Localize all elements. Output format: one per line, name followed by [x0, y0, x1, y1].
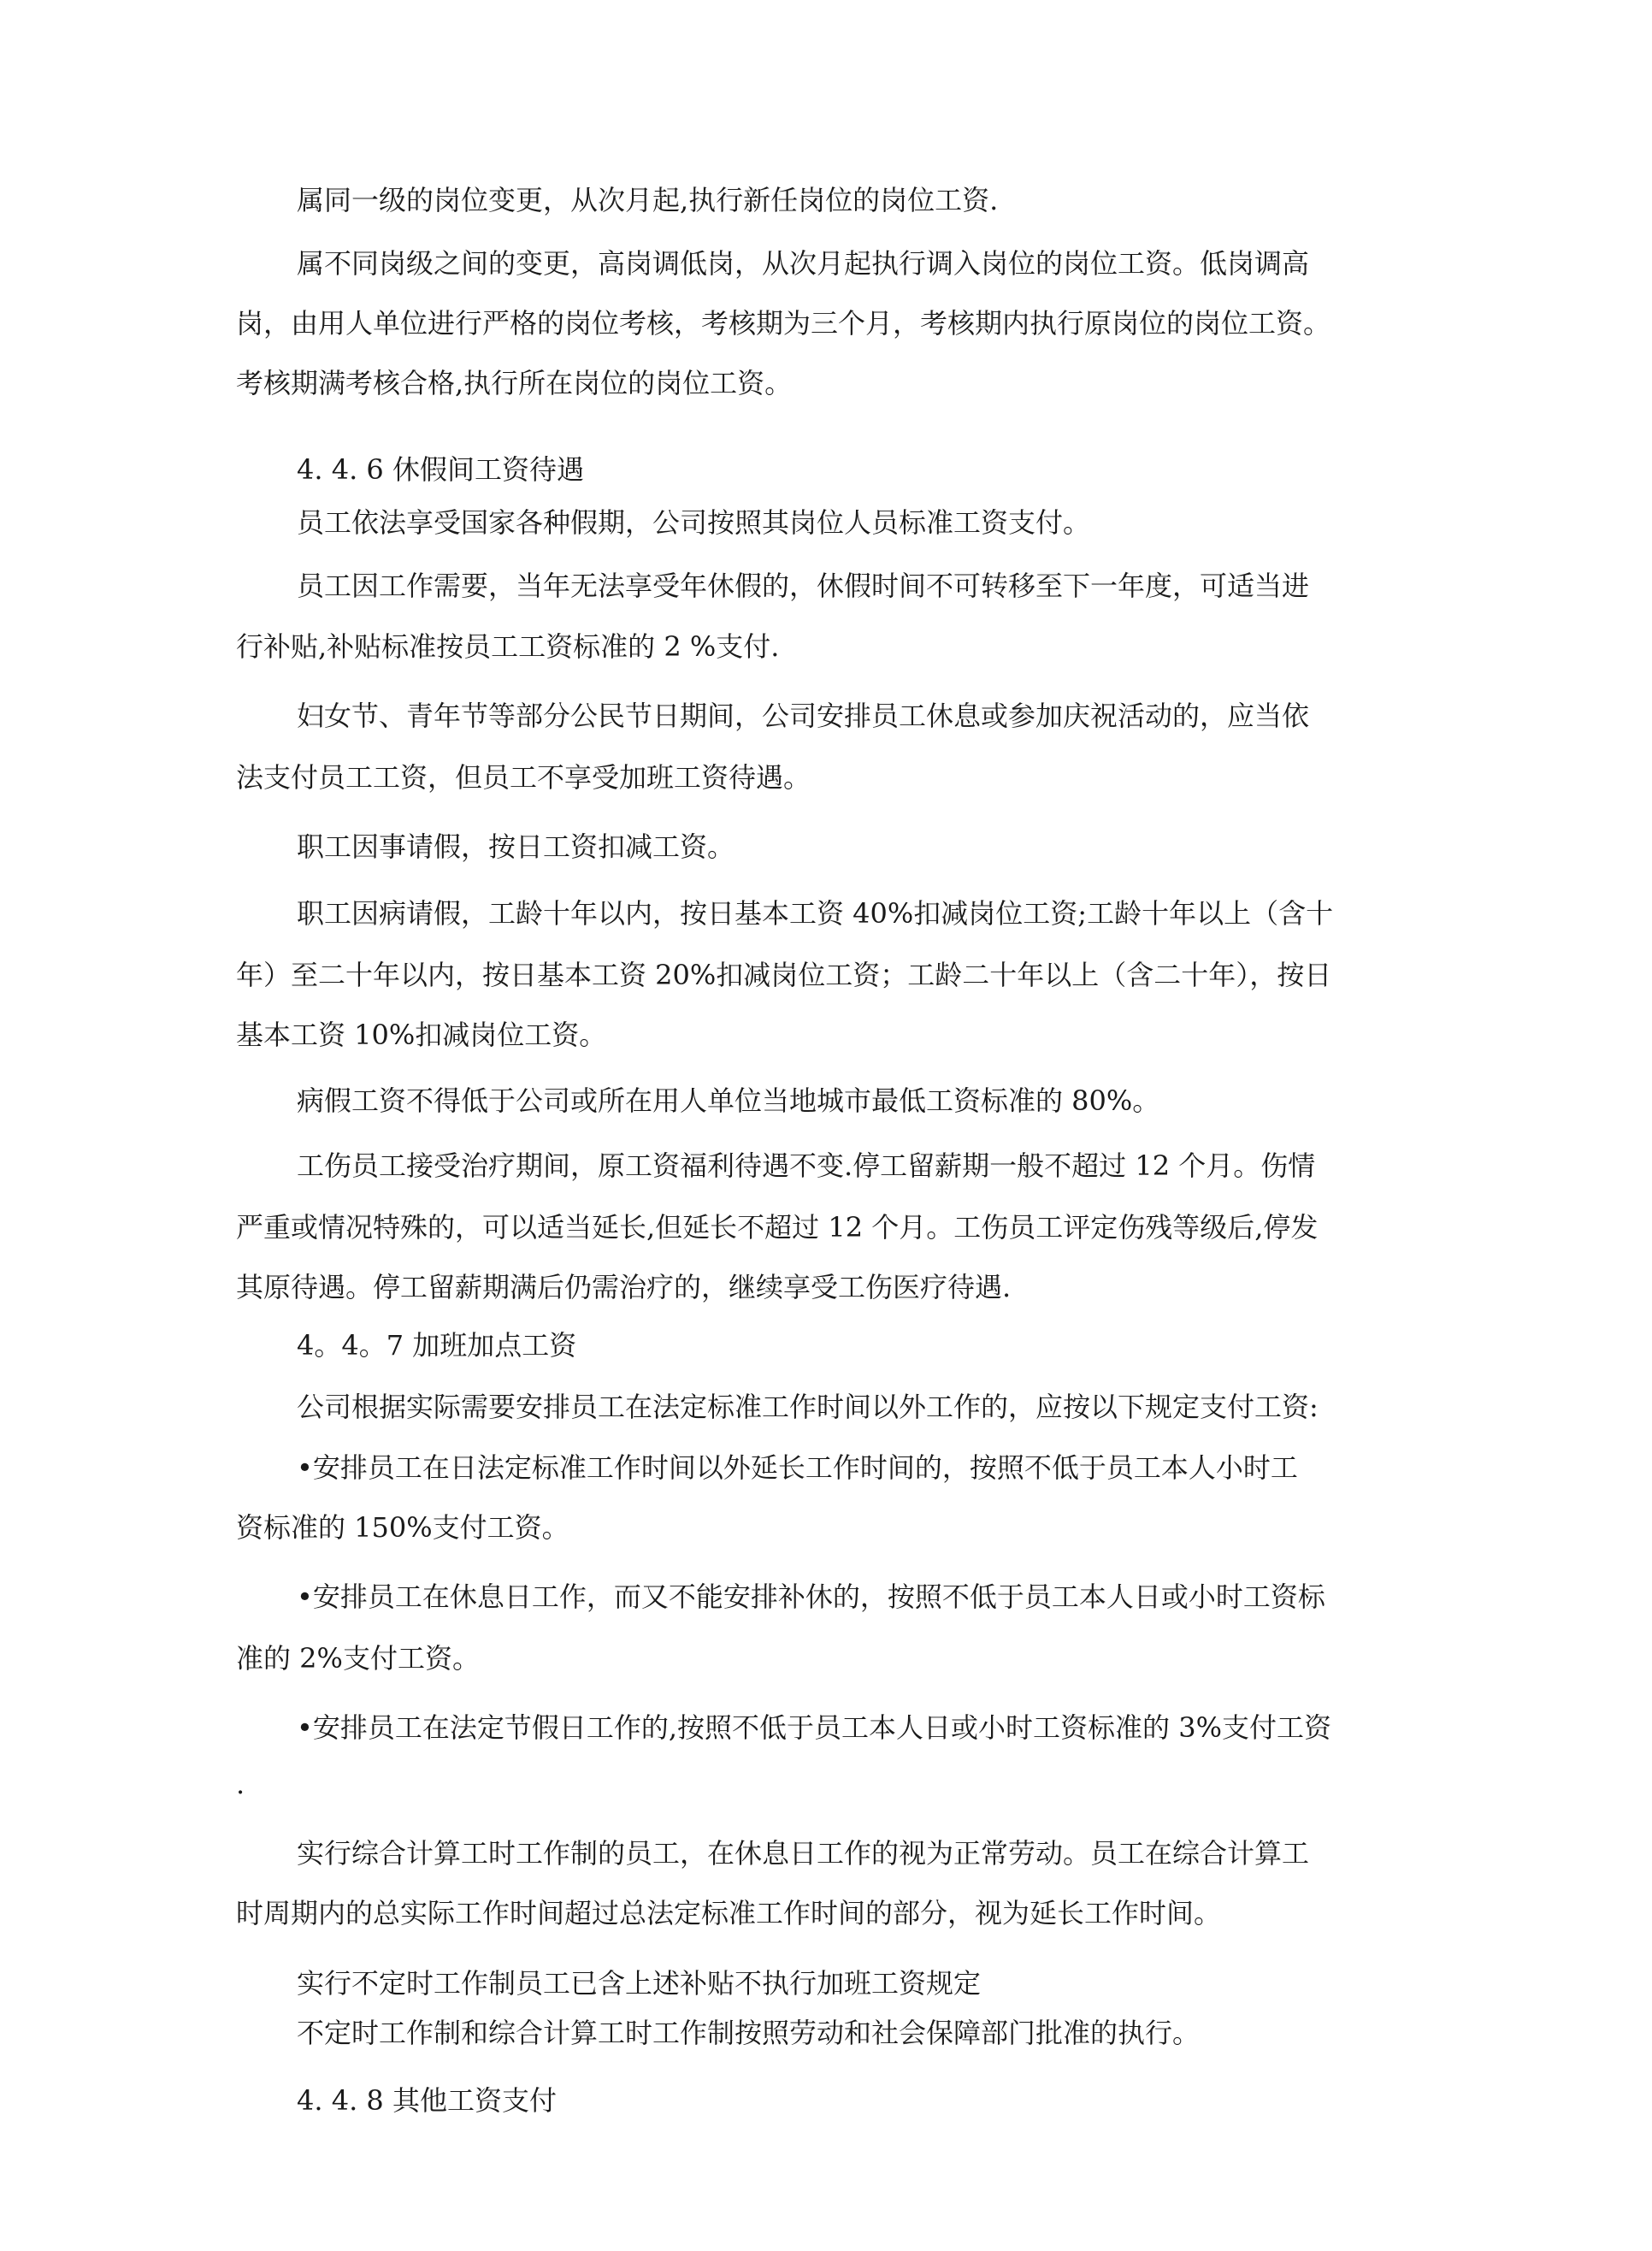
paragraph-line: 实行综合计算工时工作制的员工，在休息日工作的视为正常劳动。员工在综合计算工 — [297, 1837, 1310, 1870]
paragraph-line: 考核期满考核合格,执行所在岗位的岗位工资。 — [236, 367, 793, 399]
paragraph-line: 妇女节、青年节等部分公民节日期间，公司安排员工休息或参加庆祝活动的，应当依 — [297, 700, 1310, 732]
section-heading: 4. 4. 6 休假间工资待遇 — [297, 453, 584, 486]
bullet-line: •安排员工在日法定标准工作时间以外延长工作时间的，按照不低于员工本人小时工 — [297, 1451, 1298, 1484]
paragraph-line: 病假工资不得低于公司或所在用人单位当地城市最低工资标准的 80%。 — [297, 1084, 1160, 1117]
paragraph-line: 其原待遇。停工留薪期满后仍需治疗的，继续享受工伤医疗待遇. — [236, 1271, 1012, 1303]
bullet-line: •安排员工在法定节假日工作的,按照不低于员工本人日或小时工资标准的 3%支付工资 — [297, 1711, 1331, 1744]
paragraph-line: 职工因事请假，按日工资扣减工资。 — [297, 830, 735, 863]
section-heading: 4。4。7 加班加点工资 — [297, 1329, 577, 1362]
paragraph-line: 基本工资 10%扣减岗位工资。 — [236, 1019, 607, 1051]
paragraph-line: 时周期内的总实际工作时间超过总法定标准工作时间的部分，视为延长工作时间。 — [236, 1897, 1222, 1929]
paragraph-line: 不定时工作制和综合计算工时工作制按照劳动和社会保障部门批准的执行。 — [297, 2017, 1201, 2049]
paragraph-line: 属不同岗级之间的变更，高岗调低岗，从次月起执行调入岗位的岗位工资。低岗调高 — [297, 247, 1310, 280]
paragraph-line: . — [236, 1768, 245, 1800]
paragraph-line: 年）至二十年以内，按日基本工资 20%扣减岗位工资；工龄二十年以上（含二十年），按日 — [236, 959, 1332, 991]
paragraph-line: 岗，由用人单位进行严格的岗位考核，考核期为三个月，考核期内执行原岗位的岗位工资。 — [236, 307, 1331, 340]
paragraph-line: 员工依法享受国家各种假期，公司按照其岗位人员标准工资支付。 — [297, 506, 1091, 539]
paragraph-line: 严重或情况特殊的，可以适当延长,但延长不超过 12 个月。工伤员工评定伤残等级后,停发 — [236, 1211, 1319, 1244]
paragraph-line: 属同一级的岗位变更，从次月起,执行新任岗位的岗位工资. — [297, 184, 999, 216]
paragraph-line: 职工因病请假，工龄十年以内，按日基本工资 40%扣减岗位工资;工龄十年以上（含十 — [297, 897, 1334, 930]
paragraph-line: 准的 2%支付工资。 — [236, 1642, 480, 1675]
paragraph-line: 资标准的 150%支付工资。 — [236, 1511, 569, 1544]
paragraph-line: 法支付员工工资，但员工不享受加班工资待遇。 — [236, 761, 811, 794]
section-heading: 4. 4. 8 其他工资支付 — [297, 2084, 557, 2117]
paragraph-line: 行补贴,补贴标准按员工工资标准的 2 %支付. — [236, 630, 780, 663]
paragraph-line: 员工因工作需要，当年无法享受年休假的，休假时间不可转移至下一年度，可适当进 — [297, 570, 1310, 602]
paragraph-line: 工伤员工接受治疗期间，原工资福利待遇不变.停工留薪期一般不超过 12 个月。伤情 — [297, 1149, 1316, 1182]
bullet-line: •安排员工在休息日工作，而又不能安排补休的，按照不低于员工本人日或小时工资标 — [297, 1580, 1325, 1613]
paragraph-line: 公司根据实际需要安排员工在法定标准工作时间以外工作的，应按以下规定支付工资: — [297, 1391, 1319, 1423]
paragraph-line: 实行不定时工作制员工已含上述补贴不执行加班工资规定 — [297, 1967, 982, 2000]
